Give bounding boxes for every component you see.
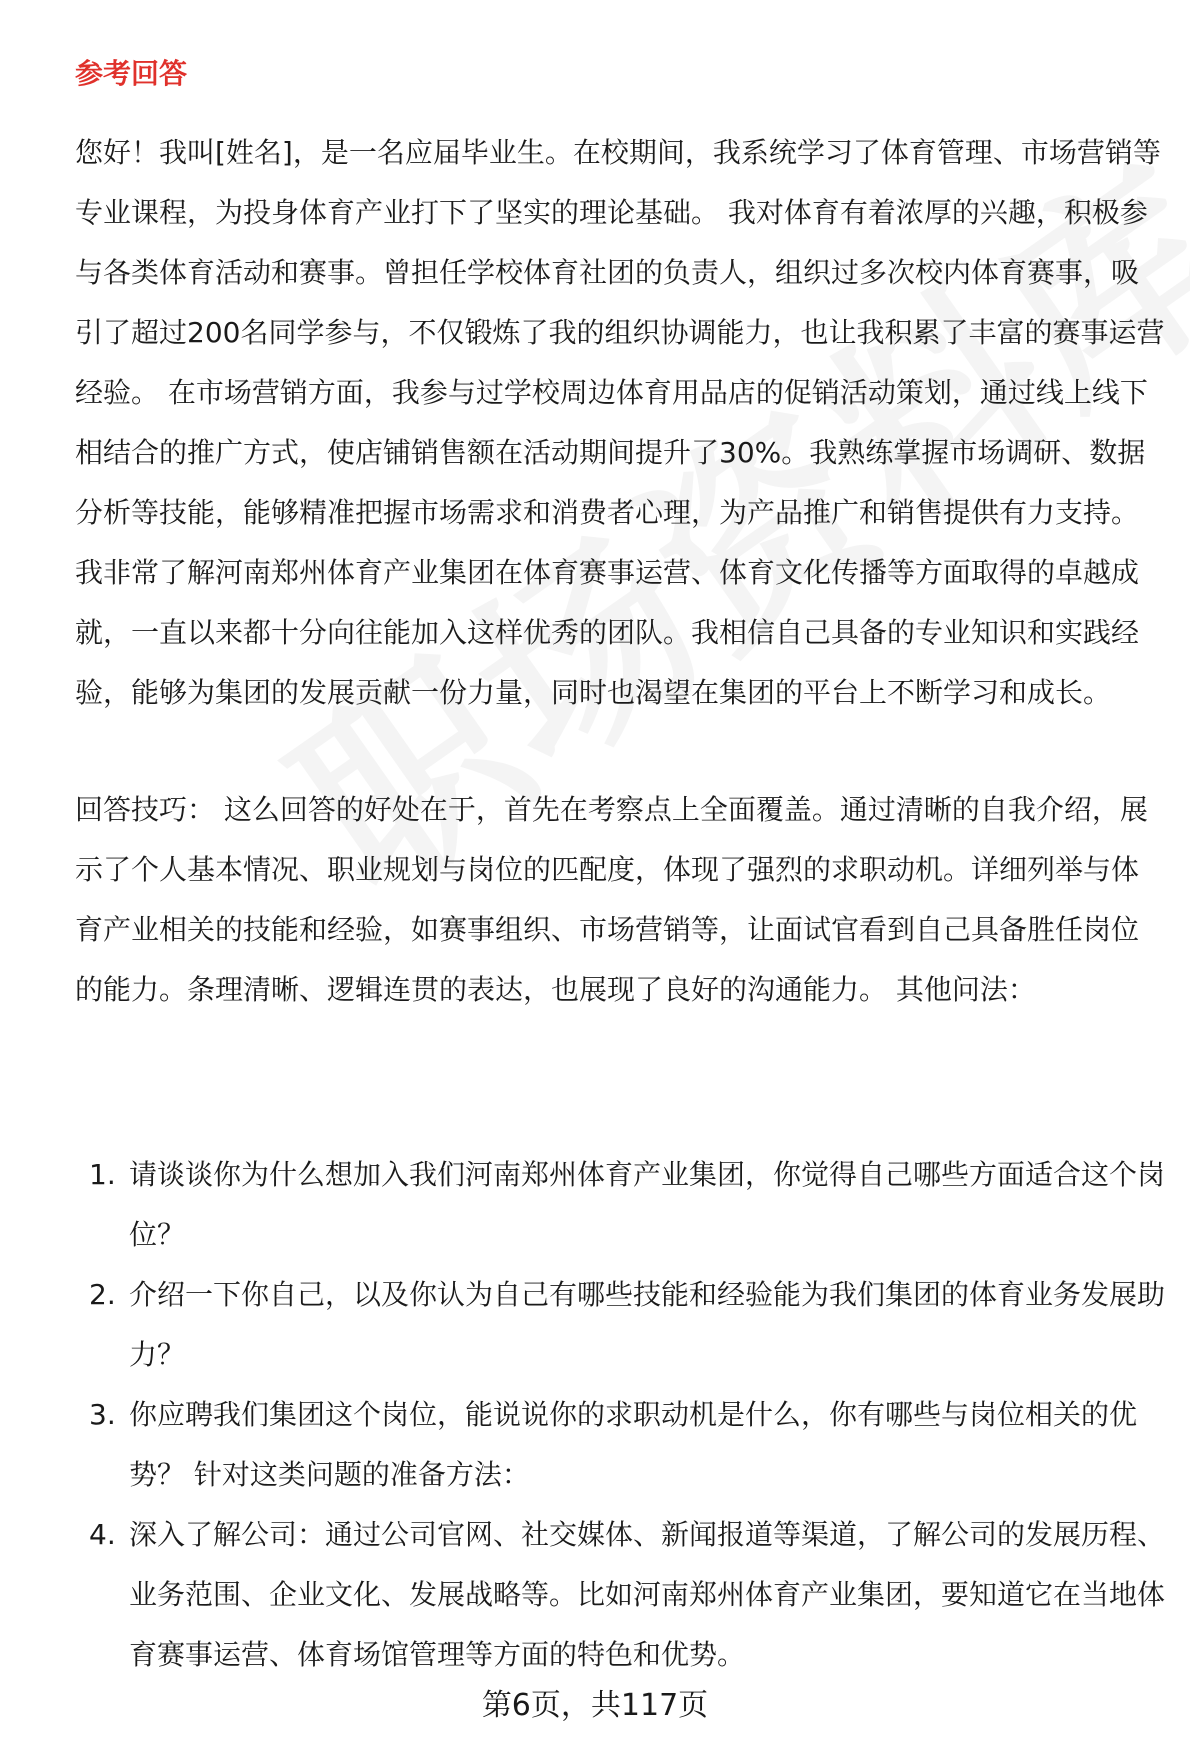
list-number: 4.: [89, 1518, 116, 1551]
tips-paragraph: 回答技巧： 这么回答的好处在于，首先在考察点上全面覆盖。通过清晰的自我介绍，展示了个人基本情况、职业规划与岗位的匹配度，体现了强烈的求职动机。详细列举与体育产业相关的技能和经验，如赛事组织、市场营销等，让面试官看到自己具备胜任岗位的能力。条理清晰、逻辑连贯的表达，也展现了良好的沟通能力。 其他问法：: [75, 793, 1148, 1006]
alternative-questions-list: [75, 1145, 1165, 1685]
page-footer: 第6页，共117页: [481, 1688, 709, 1723]
list-text: 深入了解公司：通过公司官网、社交媒体、新闻报道等渠道，了解公司的发展历程、业务范围、企业文化、发展战略等。比如河南郑州体育产业集团，要知道它在当地体育赛事运营、体育场馆管理等方面的特色和优势。: [129, 1518, 1166, 1671]
list-item: [75, 1385, 1165, 1505]
answer-paragraph: 您好！我叫[姓名]，是一名应届毕业生。在校期间，我系统学习了体育管理、市场营销等专业课程，为投身体育产业打下了坚实的理论基础。 我对体育有着浓厚的兴趣，积极参与各类体育活动和赛事。曾担任学校体育社团的负责人，组织过多次校内体育赛事，吸引了超过200名同学参与，不仅锻炼了我的组织协调能力，也让我积累了丰富的赛事运营经验。 在市场营销方面，我参与过学校周边体育用品店的促销活动策划，通过线上线下相结合的推广方式，使店铺销售额在活动期间提升了30%。我熟练掌握市场调研、数据分析等技能，能够精准把握市场需求和消费者心理，为产品推广和销售提供有力支持。 我非常了解河南郑州体育产业集团在体育赛事运营、体育文化传播等方面取得的卓越成就，一直以来都十分向往能加入这样优秀的团队。我相信自己具备的专业知识和实践经验，能够为集团的发展贡献一份力量，同时也渴望在集团的平台上不断学习和成长。: [75, 136, 1165, 709]
list-number: 1.: [89, 1158, 116, 1191]
list-item: [75, 1145, 1165, 1265]
list-number: 2.: [89, 1278, 116, 1311]
list-text: 介绍一下你自己，以及你认为自己有哪些技能和经验能为我们集团的体育业务发展助力？: [129, 1278, 1166, 1371]
list-text: 请谈谈你为什么想加入我们河南郑州体育产业集团，你觉得自己哪些方面适合这个岗位？: [129, 1158, 1166, 1251]
list-number: 3.: [89, 1398, 116, 1431]
list-text: 你应聘我们集团这个岗位，能说说你的求职动机是什么，你有哪些与岗位相关的优势？ 针对这类问题的准备方法：: [129, 1398, 1138, 1491]
section-title: 参考回答: [75, 57, 188, 90]
list-item: [75, 1505, 1165, 1685]
list-item: [75, 1265, 1165, 1385]
